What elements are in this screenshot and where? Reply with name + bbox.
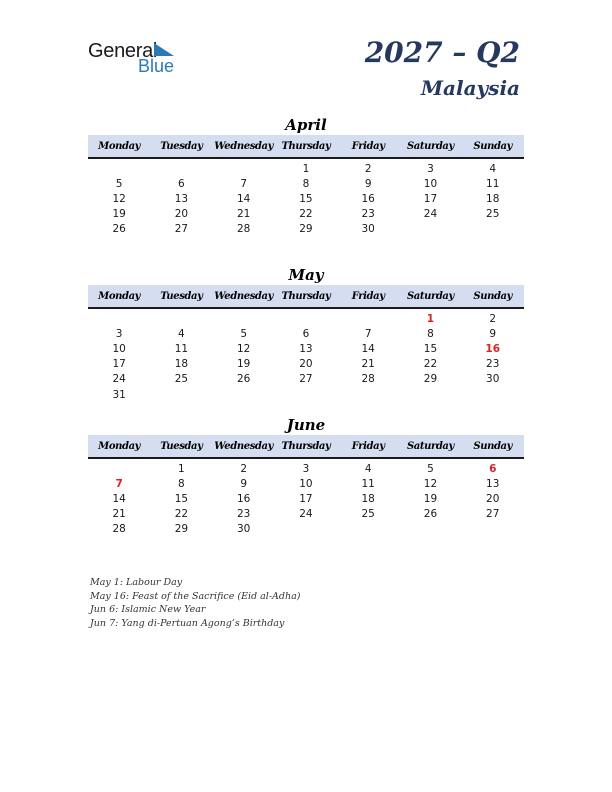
- day-cell: 3: [115, 327, 123, 340]
- day-cell: 20: [174, 208, 189, 221]
- day-cell: 21: [361, 358, 375, 371]
- weekday-label: Saturday: [406, 290, 454, 302]
- month-may: [88, 265, 524, 402]
- week-row: [88, 461, 524, 476]
- weekday-label: Sunday: [473, 440, 513, 452]
- day-cell: 11: [486, 177, 500, 190]
- holiday-note: Jun 6: Islamic New Year: [90, 604, 206, 616]
- weekday-label: Monday: [98, 440, 141, 452]
- day-cell: 28: [112, 523, 126, 536]
- day-cell: 28: [236, 223, 251, 236]
- day-cell: 21: [112, 508, 126, 521]
- day-cell: 6: [302, 327, 310, 340]
- day-cell: 2: [364, 162, 372, 175]
- day-cell: 10: [423, 177, 438, 190]
- day-cell: 13: [299, 342, 313, 355]
- day-cell: 27: [486, 508, 500, 521]
- day-cell: 25: [174, 373, 189, 386]
- month-april: [88, 115, 524, 237]
- weekday-header-row: [88, 285, 524, 309]
- week-row: [88, 357, 524, 372]
- weekday-label: Tuesday: [160, 440, 203, 452]
- day-cell: 1: [178, 462, 185, 475]
- week-row: [88, 476, 524, 491]
- day-cell: 3: [427, 162, 434, 175]
- day-cell: 1: [302, 162, 310, 175]
- day-cell: 30: [486, 373, 500, 386]
- day-cell: 26: [423, 508, 438, 521]
- day-cell: 2: [240, 462, 247, 475]
- day-cell: 7: [240, 177, 247, 190]
- day-cell: 6: [178, 177, 185, 190]
- day-cell: 30: [361, 223, 375, 236]
- day-cell: 16: [485, 342, 501, 355]
- weekday-label: Friday: [351, 140, 385, 152]
- day-cell: 14: [236, 192, 251, 205]
- week-row: [88, 207, 524, 222]
- day-cell: 18: [486, 192, 500, 205]
- day-cell: 19: [112, 208, 126, 221]
- day-cell: 24: [423, 208, 438, 221]
- week-row: [88, 372, 524, 387]
- weekday-label: Saturday: [406, 440, 454, 452]
- day-cell: 16: [361, 192, 375, 205]
- holiday-note: Jun 7: Yang di-Pertuan Agong’s Birthday: [90, 618, 285, 630]
- weekday-label: Wednesday: [214, 140, 274, 152]
- day-cell: 13: [486, 477, 500, 490]
- weekday-label: Monday: [98, 140, 141, 152]
- day-cell: 30: [236, 523, 251, 536]
- week-row: [88, 161, 524, 176]
- day-cell: 7: [364, 327, 372, 340]
- day-cell: 5: [240, 327, 247, 340]
- logo-general-text: General: [88, 40, 158, 62]
- month-title: June: [286, 416, 326, 434]
- day-cell: 10: [112, 342, 126, 355]
- weekday-label: Thursday: [281, 140, 331, 152]
- day-cell: 11: [361, 477, 375, 490]
- weekday-label: Saturday: [406, 140, 454, 152]
- day-cell: 2: [489, 312, 497, 325]
- weekday-header-row: [88, 135, 524, 159]
- day-cell: 31: [112, 388, 126, 401]
- weekday-label: Friday: [351, 440, 385, 452]
- day-cell: 24: [299, 508, 313, 521]
- day-cell: 16: [236, 492, 251, 505]
- week-row: [88, 191, 524, 206]
- day-cell: 23: [486, 358, 500, 371]
- day-cell: 18: [174, 358, 189, 371]
- day-cell: 9: [240, 477, 247, 490]
- weekday-label: Monday: [98, 290, 141, 302]
- day-cell: 23: [236, 508, 251, 521]
- day-cell: 22: [423, 358, 438, 371]
- logo-triangle-icon: [154, 43, 174, 56]
- logo-blue-text: Blue: [138, 56, 175, 76]
- week-row: [88, 222, 524, 237]
- week-row: [88, 522, 524, 537]
- day-cell: 20: [299, 358, 313, 371]
- weekday-label: Tuesday: [160, 140, 203, 152]
- week-row: [88, 176, 524, 191]
- day-cell: 8: [427, 327, 434, 340]
- day-cell: 23: [361, 208, 375, 221]
- day-cell: 17: [299, 492, 313, 505]
- day-cell: 25: [486, 208, 500, 221]
- holiday-note: May 1: Labour Day: [90, 577, 183, 588]
- day-cell: 12: [112, 192, 126, 205]
- day-cell: 26: [236, 373, 251, 386]
- day-cell: 14: [361, 342, 375, 355]
- week-row: [88, 507, 524, 522]
- month-june: [88, 415, 524, 537]
- week-row: [88, 491, 524, 506]
- week-row: [88, 326, 524, 341]
- day-cell: 17: [423, 192, 438, 205]
- day-cell: 15: [423, 342, 438, 355]
- day-cell: 12: [423, 477, 438, 490]
- week-row: [88, 387, 524, 402]
- day-cell: 17: [112, 358, 126, 371]
- page-title: 2027 – Q2: [364, 36, 520, 69]
- day-cell: 1: [426, 312, 435, 325]
- day-cell: 26: [112, 223, 126, 236]
- day-cell: 20: [486, 492, 500, 505]
- day-cell: 24: [112, 373, 126, 386]
- day-cell: 25: [361, 508, 375, 521]
- day-cell: 22: [299, 208, 313, 221]
- day-cell: 6: [489, 462, 497, 475]
- day-cell: 12: [236, 342, 251, 355]
- holiday-notes: [90, 576, 300, 631]
- day-cell: 27: [299, 373, 313, 386]
- day-cell: 21: [236, 208, 251, 221]
- general-blue-logo: [88, 40, 188, 80]
- day-cell: 5: [115, 177, 123, 190]
- week-row: [88, 341, 524, 356]
- country-name: Malaysia: [420, 76, 520, 100]
- weekday-label: Sunday: [473, 140, 513, 152]
- day-cell: 19: [236, 358, 251, 371]
- day-cell: 11: [174, 342, 189, 355]
- weekday-header-row: [88, 435, 524, 459]
- day-cell: 28: [361, 373, 375, 386]
- weekday-label: Thursday: [281, 440, 331, 452]
- weekday-label: Wednesday: [214, 440, 274, 452]
- day-cell: 19: [423, 492, 438, 505]
- month-title: May: [288, 266, 324, 284]
- day-cell: 15: [299, 192, 313, 205]
- weekday-label: Sunday: [473, 290, 513, 302]
- weekday-label: Thursday: [281, 290, 331, 302]
- holiday-note: May 16: Feast of the Sacrifice (Eid al-Adha): [90, 590, 301, 602]
- day-cell: 29: [299, 223, 313, 236]
- day-cell: 15: [174, 492, 189, 505]
- day-cell: 29: [174, 523, 189, 536]
- day-cell: 7: [115, 477, 123, 490]
- day-cell: 3: [302, 462, 310, 475]
- day-cell: 9: [364, 177, 372, 190]
- weekday-label: Friday: [351, 290, 385, 302]
- week-row: [88, 311, 524, 326]
- day-cell: 4: [364, 462, 372, 475]
- day-cell: 9: [489, 327, 497, 340]
- day-cell: 8: [178, 477, 185, 490]
- day-cell: 8: [302, 177, 310, 190]
- day-cell: 4: [489, 162, 497, 175]
- day-cell: 13: [174, 192, 189, 205]
- month-title: April: [285, 116, 327, 134]
- day-cell: 27: [174, 223, 189, 236]
- weekday-label: Tuesday: [160, 290, 203, 302]
- weekday-label: Wednesday: [214, 290, 274, 302]
- day-cell: 18: [361, 492, 375, 505]
- day-cell: 29: [423, 373, 438, 386]
- day-cell: 22: [174, 508, 189, 521]
- day-cell: 14: [112, 492, 126, 505]
- day-cell: 10: [299, 477, 313, 490]
- day-cell: 5: [427, 462, 434, 475]
- day-cell: 4: [178, 327, 185, 340]
